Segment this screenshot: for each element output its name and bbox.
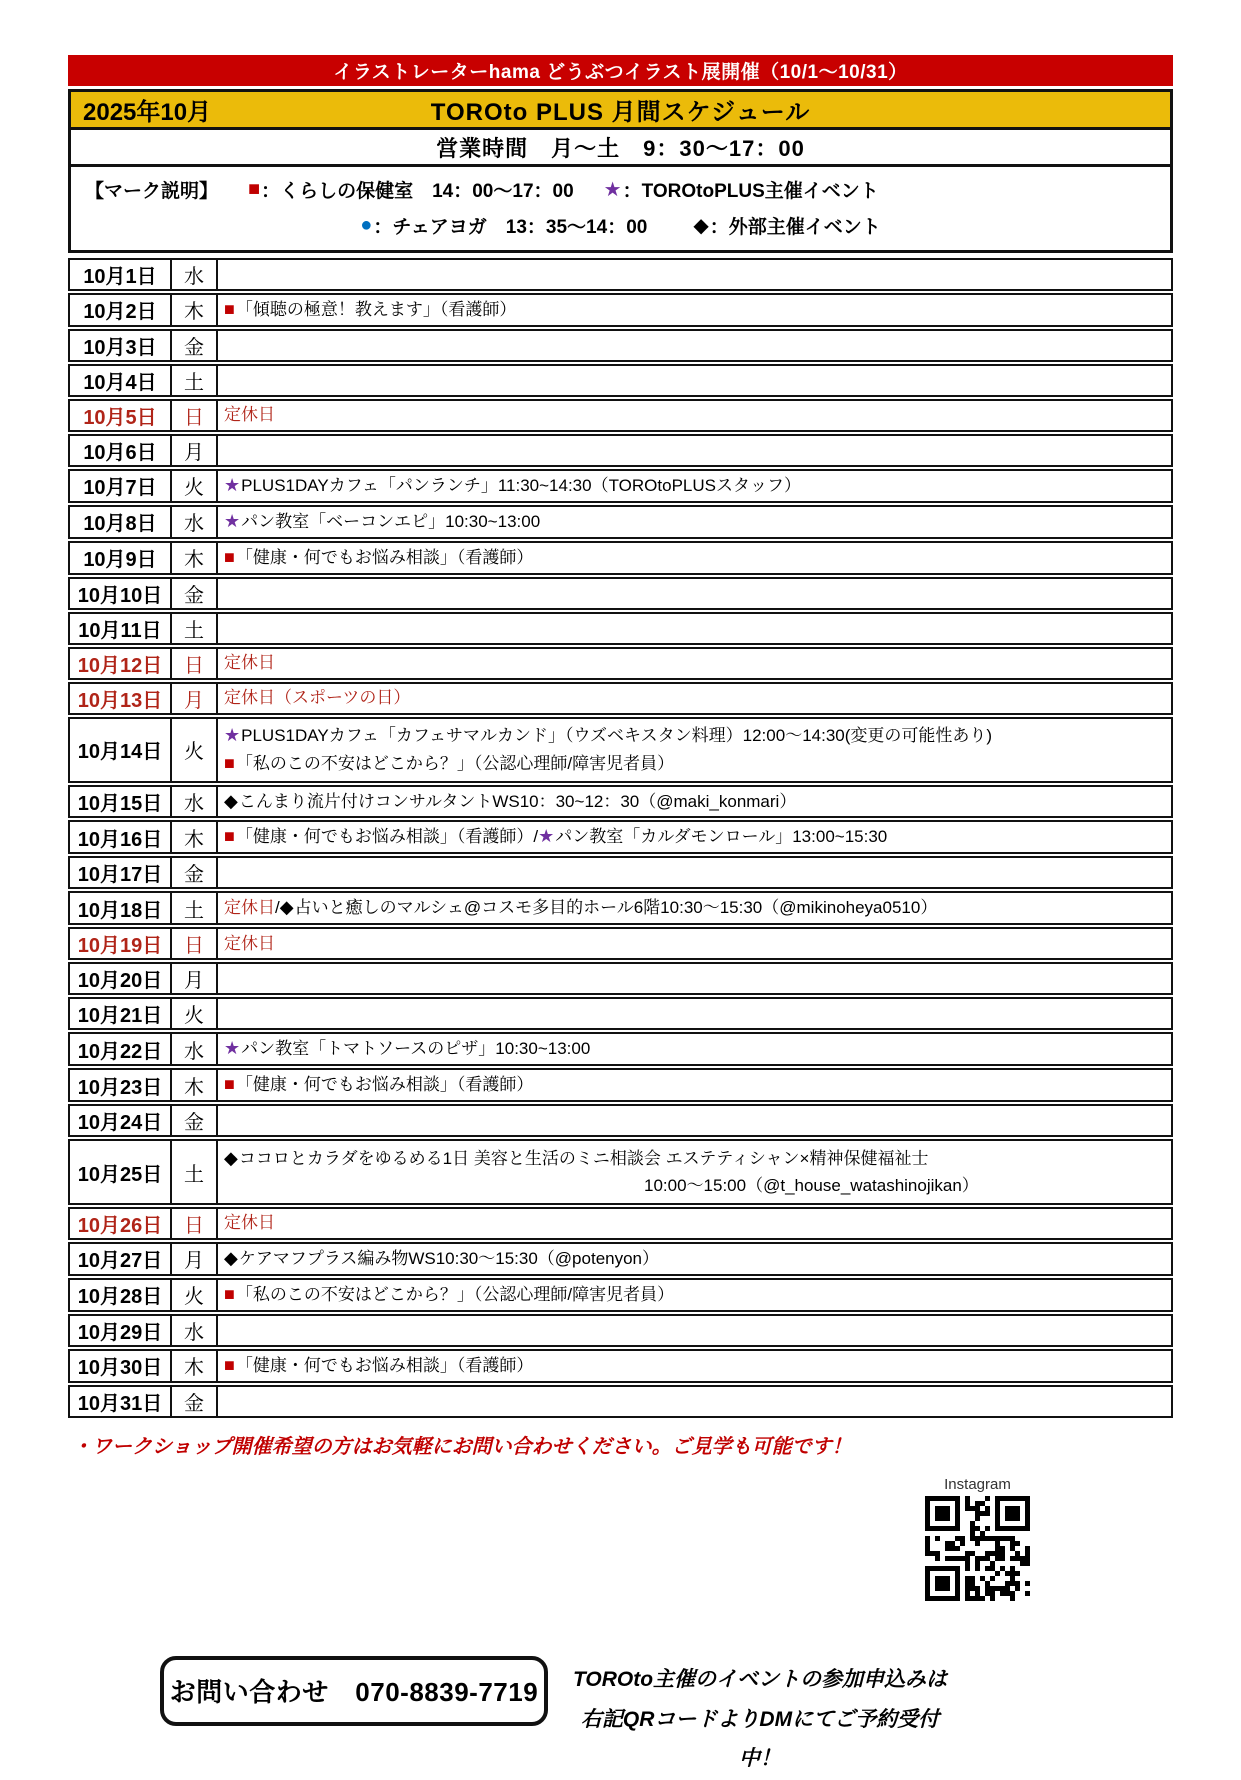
calendar-entry-text: パン教室「トマトソースのピザ」10:30~13:00 — [241, 1039, 591, 1059]
calendar-date: 10月1日 — [70, 260, 172, 289]
legend-item — [693, 212, 880, 239]
red-square-icon: ■ — [224, 1074, 235, 1095]
calendar-weekday: 月 — [172, 684, 218, 713]
calendar-entry-text: 定休日 — [224, 652, 275, 672]
calendar-row — [68, 962, 1173, 995]
calendar-entry — [224, 1281, 1165, 1309]
title-bar — [68, 89, 1173, 130]
calendar-row — [68, 997, 1173, 1030]
calendar-weekday: 土 — [172, 1141, 218, 1203]
calendar-content — [218, 893, 1171, 923]
calendar-weekday: 火 — [172, 719, 218, 781]
calendar-date: 10月12日 — [70, 649, 172, 678]
calendar-content — [218, 964, 1171, 993]
red-square-icon: ■ — [224, 546, 235, 567]
instagram-qr-icon — [925, 1496, 1030, 1601]
calendar-row — [68, 1242, 1173, 1276]
red-square-icon: ■ — [224, 1354, 235, 1375]
calendar-entry-text: パン教室「ベーコンエピ」10:30~13:00 — [241, 511, 541, 531]
calendar-row — [68, 717, 1173, 783]
contact-phone: お問い合わせ 070-8839-7719 — [169, 1677, 539, 1708]
calendar-row — [68, 1278, 1173, 1312]
calendar-entry-text: / — [275, 898, 280, 918]
calendar-weekday: 土 — [172, 614, 218, 643]
calendar-date: 10月7日 — [70, 471, 172, 501]
calendar-weekday: 日 — [172, 1209, 218, 1238]
calendar-row — [68, 891, 1173, 925]
calendar-row — [68, 469, 1173, 503]
legend-item — [360, 212, 647, 239]
calendar-row — [68, 505, 1173, 539]
calendar-date: 10月21日 — [70, 999, 172, 1028]
legend-line2-items — [81, 212, 1160, 239]
legend-item-label: ：チェアヨガ 13：35～14：00 — [373, 217, 648, 238]
black-diamond-icon: ◆ — [224, 790, 238, 811]
calendar-content — [218, 822, 1171, 852]
calendar-content — [218, 1070, 1171, 1100]
calendar-date: 10月22日 — [70, 1034, 172, 1064]
calendar-weekday: 水 — [172, 507, 218, 537]
calendar-entry-text: 「私のこの不安はどこから？」（公認心理師/障害児者員） — [235, 1284, 675, 1304]
calendar-entry — [224, 508, 1165, 536]
legend-label: 【マーク説明】 — [85, 181, 219, 202]
calendar-entry-text: 「私のこの不安はどこから？」（公認心理師/障害児者員） — [235, 753, 675, 773]
calendar-entry-text: ココロとカラダをゆるめる1日 美容と生活のミニ相談会 エステティシャン×精神保健福祉士 — [238, 1148, 929, 1168]
calendar-row — [68, 820, 1173, 854]
calendar-entry — [224, 1071, 1165, 1099]
calendar-entry — [224, 472, 1165, 500]
calendar-weekday: 木 — [172, 822, 218, 852]
calendar-content — [218, 436, 1171, 465]
calendar-date: 10月10日 — [70, 579, 172, 608]
calendar-date: 10月17日 — [70, 858, 172, 887]
calendar-date: 10月13日 — [70, 684, 172, 713]
calendar-content — [218, 543, 1171, 573]
calendar-row — [68, 293, 1173, 327]
calendar-entry-text: 定休日（スポーツの日） — [224, 687, 411, 707]
calendar-date: 10月23日 — [70, 1070, 172, 1100]
calendar-row — [68, 1207, 1173, 1240]
calendar-entry — [224, 650, 1165, 676]
contact-box — [160, 1656, 548, 1726]
purple-star-icon: ★ — [538, 826, 555, 847]
calendar-row — [68, 856, 1173, 889]
calendar-entry — [224, 1245, 1165, 1273]
calendar-entry — [224, 296, 1165, 324]
calendar-weekday: 水 — [172, 1316, 218, 1345]
purple-star-icon: ★ — [224, 724, 241, 745]
calendar-entry-text: ケアマフプラス編み物WS10:30～15:30（@potenyon） — [238, 1249, 660, 1269]
calendar-entry — [224, 544, 1165, 572]
calendar-content — [218, 858, 1171, 887]
calendar-weekday: 木 — [172, 1070, 218, 1100]
calendar-weekday: 水 — [172, 260, 218, 289]
calendar-weekday: 木 — [172, 295, 218, 325]
purple-star-icon: ★ — [224, 1038, 241, 1059]
calendar-entry-text: こんまり流片付けコンサルタントWS10：30~12：30（@maki_konmari） — [238, 791, 797, 811]
calendar-entry — [224, 1035, 1165, 1063]
calendar-date: 10月31日 — [70, 1387, 172, 1416]
calendar-weekday: 水 — [172, 1034, 218, 1064]
instagram-label: Instagram — [944, 1475, 1011, 1493]
calendar-entry-text: PLUS1DAYカフェ「パンランチ」11:30~14:30（TOROtoPLUSスタッフ） — [241, 475, 801, 495]
calendar-weekday: 木 — [172, 543, 218, 573]
calendar-weekday: 月 — [172, 436, 218, 465]
calendar-row — [68, 1139, 1173, 1205]
calendar-date: 10月6日 — [70, 436, 172, 465]
calendar-entry — [224, 685, 1165, 711]
legend-line1-items — [81, 176, 1160, 203]
calendar-entry-text: 「健康・何でもお悩み相談」（看護師） — [235, 1355, 534, 1375]
calendar-entry-text: 「健康・何でもお悩み相談」（看護師） — [235, 1075, 534, 1095]
calendar-date: 10月4日 — [70, 366, 172, 395]
calendar-date: 10月27日 — [70, 1244, 172, 1274]
calendar-content — [218, 719, 1171, 781]
calendar-date: 10月3日 — [70, 331, 172, 360]
calendar-weekday: 金 — [172, 1106, 218, 1135]
calendar-row — [68, 612, 1173, 645]
calendar-content — [218, 999, 1171, 1028]
calendar-date: 10月28日 — [70, 1280, 172, 1310]
calendar-weekday: 土 — [172, 366, 218, 395]
calendar-weekday: 日 — [172, 929, 218, 958]
legend — [68, 167, 1173, 253]
red-square-icon: ■ — [224, 1283, 235, 1304]
black-diamond-icon: ◆ — [224, 1248, 238, 1269]
calendar-date: 10月15日 — [70, 787, 172, 817]
business-hours — [68, 130, 1173, 167]
legend-item — [248, 176, 574, 203]
legend-item-label: ：くらしの保健室 14：00～17：00 — [261, 181, 574, 202]
calendar-entry-text: 10:00～15:00（@t_house_watashinojikan） — [644, 1175, 979, 1195]
calendar-content — [218, 787, 1171, 817]
calendar-body — [68, 258, 1173, 1418]
calendar-row — [68, 927, 1173, 960]
calendar-entry-text: 占いと癒しのマルシェ@コスモ多目的ホール6階10:30～15:30（@mikinoheya0510） — [294, 898, 938, 918]
calendar-row — [68, 329, 1173, 362]
calendar-row — [68, 434, 1173, 467]
calendar-content — [218, 507, 1171, 537]
calendar-date: 10月14日 — [70, 719, 172, 781]
calendar-date: 10月5日 — [70, 401, 172, 430]
calendar-content — [218, 1209, 1171, 1238]
legend-item-label: ：TOROtoPLUS主催イベント — [622, 181, 879, 202]
calendar-entry-text: 「健康・何でもお悩み相談」（看護師）/ — [235, 827, 539, 847]
blue-circle-icon: ● — [360, 214, 373, 236]
calendar-content — [218, 1351, 1171, 1381]
red-square-icon: ■ — [224, 299, 235, 319]
calendar-content — [218, 929, 1171, 958]
calendar-row — [68, 785, 1173, 819]
calendar-content — [218, 295, 1171, 325]
calendar-weekday: 火 — [172, 999, 218, 1028]
calendar-content — [218, 1316, 1171, 1345]
calendar-date: 10月25日 — [70, 1141, 172, 1203]
calendar-date: 10月24日 — [70, 1106, 172, 1135]
calendar-entry — [224, 788, 1165, 816]
calendar-entry — [224, 722, 1165, 750]
calendar-entry — [224, 1210, 1165, 1236]
calendar-row — [68, 1068, 1173, 1102]
calendar-weekday: 金 — [172, 1387, 218, 1416]
calendar-entry — [224, 1352, 1165, 1380]
calendar-row — [68, 577, 1173, 610]
calendar-weekday: 日 — [172, 401, 218, 430]
black-diamond-icon: ◆ — [693, 215, 709, 237]
purple-star-icon: ★ — [603, 179, 622, 201]
calendar-entry-text: 「傾聴の極意！教えます」（看護師） — [235, 300, 517, 319]
calendar-content — [218, 401, 1171, 430]
calendar-date: 10月26日 — [70, 1209, 172, 1238]
calendar-entry-text: 定休日 — [224, 898, 275, 918]
calendar-entry — [224, 1145, 1165, 1173]
black-diamond-icon: ◆ — [224, 1147, 238, 1168]
calendar-entry-text: 定休日 — [224, 405, 275, 425]
calendar-content — [218, 579, 1171, 608]
calendar-content — [218, 684, 1171, 713]
calendar-content — [218, 471, 1171, 501]
calendar-weekday: 月 — [172, 1244, 218, 1274]
signup-line1: TOROto主催のイベントの参加申込みは — [572, 1667, 948, 1691]
calendar-content — [218, 260, 1171, 289]
legend-item-label: ：外部主催イベント — [709, 217, 881, 238]
footer — [68, 1420, 1173, 1780]
calendar-date: 10月9日 — [70, 543, 172, 573]
calendar-entry — [224, 931, 1165, 957]
calendar-row — [68, 1104, 1173, 1137]
calendar-content — [218, 1141, 1171, 1203]
calendar-content — [218, 331, 1171, 360]
calendar-row — [68, 682, 1173, 715]
calendar-row — [68, 1385, 1173, 1418]
calendar-weekday: 土 — [172, 893, 218, 923]
calendar-entry — [224, 894, 1165, 922]
workshop-note: ・ワークショップ開催希望の方はお気軽にお問い合わせください。ご見学も可能です！ — [72, 1435, 852, 1458]
calendar-weekday: 火 — [172, 1280, 218, 1310]
calendar-date: 10月18日 — [70, 893, 172, 923]
calendar-weekday: 木 — [172, 1351, 218, 1381]
calendar-weekday: 月 — [172, 964, 218, 993]
calendar-entry-text: PLUS1DAYカフェ「カフェサマルカンド」（ウズベキスタン料理）12:00～14:30(変更の可能性あり) — [241, 725, 993, 745]
calendar-content — [218, 1244, 1171, 1274]
calendar-date: 10月11日 — [70, 614, 172, 643]
calendar-weekday: 火 — [172, 471, 218, 501]
calendar-entry-text: 定休日 — [224, 1213, 275, 1233]
purple-star-icon: ★ — [224, 474, 241, 495]
calendar-date: 10月29日 — [70, 1316, 172, 1345]
red-square-icon: ■ — [224, 826, 235, 847]
calendar-row — [68, 1032, 1173, 1066]
calendar-content — [218, 1280, 1171, 1310]
calendar-row — [68, 1314, 1173, 1347]
calendar-entry — [224, 750, 1165, 778]
signup-line2: 右記QRコードよりDMにてご予約受付中！ — [580, 1707, 940, 1771]
calendar-content — [218, 1387, 1171, 1416]
red-square-icon: ■ — [224, 752, 235, 773]
page-title: TOROto PLUS 月間スケジュール — [430, 99, 811, 126]
exhibition-banner-text: イラストレーターhama どうぶつイラスト展開催（10/1～10/31） — [333, 62, 908, 83]
calendar-row — [68, 541, 1173, 575]
calendar-row — [68, 364, 1173, 397]
legend-item — [604, 176, 879, 203]
calendar-entry-text: 定休日 — [224, 933, 275, 953]
calendar-content — [218, 1034, 1171, 1064]
exhibition-banner — [68, 55, 1173, 86]
calendar-date: 10月8日 — [70, 507, 172, 537]
calendar-content — [218, 614, 1171, 643]
calendar-content — [218, 366, 1171, 395]
red-square-icon: ■ — [248, 178, 261, 200]
calendar-entry-text: パン教室「カルダモンロール」13:00~15:30 — [555, 827, 888, 847]
calendar-weekday: 水 — [172, 787, 218, 817]
month-label: 2025年10月 — [83, 99, 212, 126]
signup-info — [560, 1660, 960, 1780]
calendar-weekday: 金 — [172, 331, 218, 360]
calendar-entry-text: 「健康・何でもお悩み相談」（看護師） — [235, 547, 534, 567]
calendar-entry — [224, 823, 1165, 851]
calendar-content — [218, 1106, 1171, 1135]
calendar-date: 10月20日 — [70, 964, 172, 993]
calendar-row — [68, 399, 1173, 432]
calendar-date: 10月19日 — [70, 929, 172, 958]
calendar-date: 10月2日 — [70, 295, 172, 325]
calendar-row — [68, 1349, 1173, 1383]
calendar-content — [218, 649, 1171, 678]
calendar-date: 10月16日 — [70, 822, 172, 852]
calendar-weekday: 金 — [172, 579, 218, 608]
calendar-row — [68, 647, 1173, 680]
calendar-row — [68, 258, 1173, 291]
calendar-entry — [224, 402, 1165, 428]
black-diamond-icon: ◆ — [279, 897, 294, 918]
calendar-weekday: 日 — [172, 649, 218, 678]
calendar-entry — [224, 1173, 1165, 1199]
calendar-date: 10月30日 — [70, 1351, 172, 1381]
business-hours-text: 営業時間 月～土 9：30～17：00 — [436, 135, 805, 161]
calendar-weekday: 金 — [172, 858, 218, 887]
purple-star-icon: ★ — [224, 510, 241, 531]
